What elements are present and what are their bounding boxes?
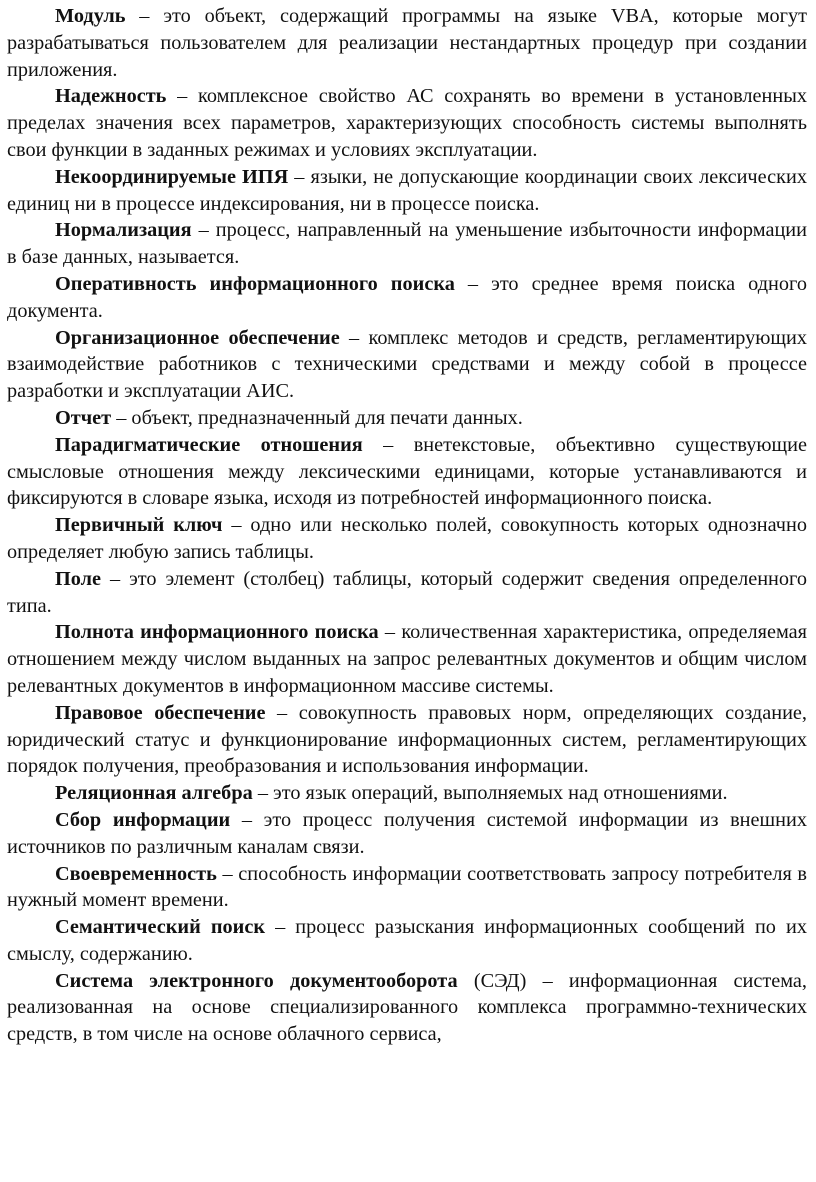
glossary-entry: Организационное обеспечение – комплекс методов и средств, регламентирующих взаимодействие работников с техническими средствами и между собой в процессе разработки и эксплуатации АИС.	[7, 326, 808, 403]
glossary-definition: внетекстовые, объективно существующие смысловые отношения между лексическими единицами, которые устанавливаются и фиксируются в словаре языка, исходя из потребностей информационного поиска.	[7, 433, 807, 510]
glossary-definition: способность информации соответствовать запросу потребителя в нужный момент времени.	[7, 862, 807, 912]
glossary-entry: Своевременность – способность информации соответствовать запросу потребителя в нужный момент времени.	[7, 862, 807, 912]
glossary-definition: объект, предназначенный для печати данных.	[131, 406, 523, 429]
glossary-term: Парадигматические отношения	[55, 433, 363, 456]
glossary-entry: Реляционная алгебра – это язык операций, выполняемых над отношениями.	[55, 782, 728, 805]
glossary-term: Модуль	[55, 5, 126, 27]
glossary-entry: Правовое обеспечение – совокупность правовых норм, определяющих создание, юридический статус и функционирование информационных систем, регламентирующих порядок получения, преобразования и использования информации.	[7, 701, 808, 778]
glossary-entry: Надежность – комплексное свойство АС сохранять во времени в установленных пределах значения всех параметров, характеризующих способность системы выполнять свои функции в заданных режимах и условиях эксплуатации.	[7, 85, 807, 161]
glossary-term: Своевременность	[55, 862, 217, 885]
glossary-entry: Отчет – объект, предназначенный для печати данных.	[55, 406, 523, 429]
glossary-term: Поле	[55, 567, 102, 590]
glossary-definition: это среднее время поиска одного документа.	[7, 272, 807, 322]
glossary-term: Семантический поиск	[55, 916, 266, 939]
glossary-term: Первичный ключ	[55, 514, 223, 537]
glossary-definition: языки, не допускающие координации своих лексических единиц ни в процессе индексирования, ни в процессе поиска.	[7, 165, 807, 215]
glossary-term: Организационное обеспечение	[55, 326, 340, 349]
glossary-entry: Сбор информации – это процесс получения системой информации из внешних источников по различным каналам связи.	[7, 808, 808, 858]
glossary-term: Сбор информации	[55, 808, 231, 831]
glossary-term: Оперативность информационного поиска	[55, 272, 455, 295]
glossary-definition: это язык операций, выполняемых над отношениями.	[273, 782, 728, 805]
glossary-term: Система электронного документооборота	[55, 969, 458, 992]
glossary-definition: это объект, содержащий программы на языке VBA, которые могут разрабатываться пользователем для реализации нестандартных процедур при создании приложения.	[7, 5, 807, 81]
glossary-entry: Оперативность информационного поиска – это среднее время поиска одного документа.	[7, 272, 807, 322]
glossary-term: Отчет	[55, 406, 112, 429]
glossary-term: Правовое обеспечение	[55, 701, 266, 724]
glossary-term: Реляционная алгебра	[55, 782, 253, 805]
glossary-term: Некоординируемые ИПЯ	[55, 165, 289, 188]
glossary-definition: это элемент (столбец) таблицы, который содержит сведения определенного типа.	[7, 567, 808, 617]
glossary-definition: количественная характеристика, определяемая отношением между числом выданных на запрос релевантных документов и общим числом релевантных документов в информационном массиве системы.	[7, 621, 808, 697]
glossary-definition: это процесс получения системой информации из внешних источников по различным каналам связи.	[7, 808, 808, 858]
glossary-entry: Некоординируемые ИПЯ – языки, не допускающие координации своих лексических единиц ни в процессе индексирования, ни в процессе поиска.	[7, 165, 807, 215]
glossary-definition: комплексное свойство АС сохранять во времени в установленных пределах значения всех параметров, характеризующих способность системы выполнять свои функции в заданных режимах и условиях эксплуатации.	[7, 85, 807, 161]
glossary-entry: Семантический поиск – процесс разыскания информационных сообщений по их смыслу, содержанию.	[7, 916, 807, 965]
glossary-entry: Поле – это элемент (столбец) таблицы, который содержит сведения определенного типа.	[7, 567, 808, 617]
glossary-entry: Полнота информационного поиска – количественная характеристика, определяемая отношением между числом выданных на запрос релевантных документов и общим числом релевантных документов в информационном массиве системы.	[7, 621, 808, 697]
glossary-definition: информационная система, реализованная на основе специализированного комплекса программно-технических средств, в том числе на основе облачного сервиса,	[7, 969, 807, 1046]
glossary-term-abbreviation: (СЭД)	[457, 969, 527, 992]
glossary-entry: Модуль – это объект, содержащий программы на языке VBA, которые могут разрабатываться пользователем для реализации нестандартных процедур при создании приложения.	[7, 5, 807, 81]
glossary-term: Надежность	[55, 85, 167, 108]
glossary-term: Полнота информационного поиска	[55, 621, 379, 644]
glossary-entry: Система электронного документооборота (СЭД) – информационная система, реализованная на основе специализированного комплекса программно-технических средств, в том числе на основе облачного сервиса,	[7, 969, 807, 1046]
glossary-term: Нормализация	[55, 219, 192, 242]
glossary-definition: совокупность правовых норм, определяющих создание, юридический статус и функционирование информационных систем, регламентирующих порядок получения, преобразования и использования информации.	[7, 701, 808, 778]
glossary-page	[7, 3, 807, 1048]
glossary-definition: процесс, направленный на уменьшение избыточности информации в базе данных, называется.	[7, 219, 808, 269]
glossary-entry: Парадигматические отношения – внетекстовые, объективно существующие смысловые отношения между лексическими единицами, которые устанавливаются и фиксируются в словаре языка, исходя из потребностей информационного поиска.	[7, 433, 807, 510]
glossary-definition: одно или несколько полей, совокупность которых однозначно определяет любую запись таблицы.	[7, 514, 808, 563]
glossary-definition: комплекс методов и средств, регламентирующих взаимодействие работников с техническими средствами и между собой в процессе разработки и эксплуатации АИС.	[7, 326, 808, 403]
glossary-entry: Первичный ключ – одно или несколько полей, совокупность которых однозначно определяет любую запись таблицы.	[7, 514, 808, 563]
glossary-entry: Нормализация – процесс, направленный на уменьшение избыточности информации в базе данных, называется.	[7, 219, 808, 269]
glossary-definition: процесс разыскания информационных сообщений по их смыслу, содержанию.	[7, 916, 807, 965]
